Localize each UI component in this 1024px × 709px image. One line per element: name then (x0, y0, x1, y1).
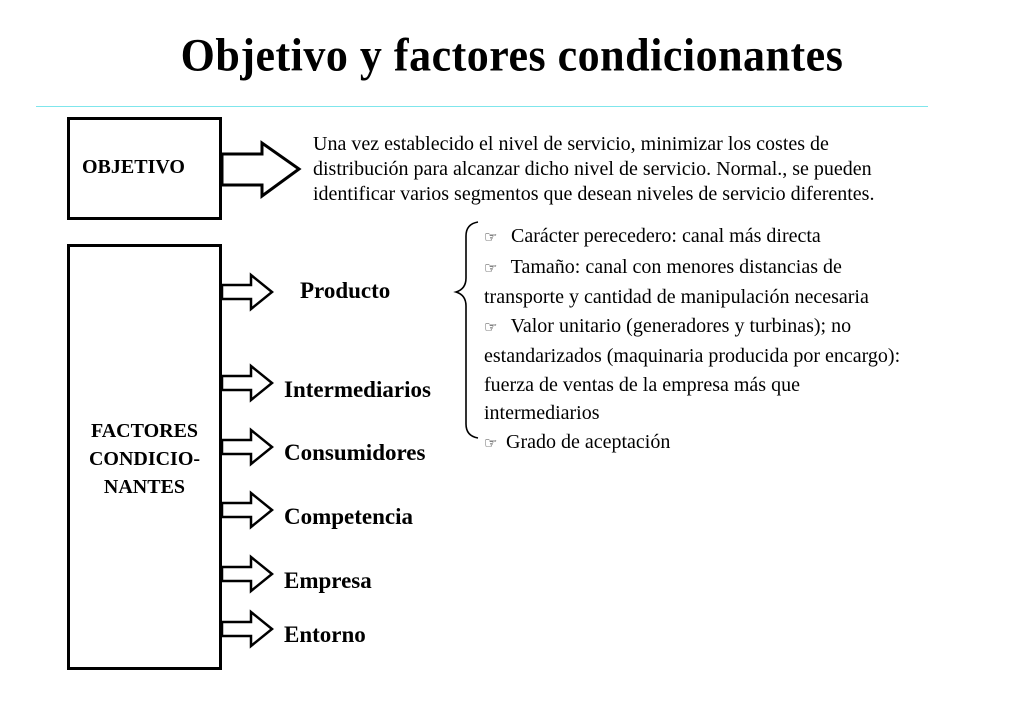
pointing-hand-icon: ☞ (484, 435, 498, 452)
detail-line (484, 371, 1014, 400)
detail-line (484, 253, 1014, 284)
slide-title: Objetivo y factores condicionantes (180, 29, 844, 82)
objetivo-label: OBJETIVO (82, 156, 185, 178)
curly-brace-icon (456, 222, 478, 438)
factores-label-line: CONDICIO- (88, 448, 201, 470)
objetivo-description (313, 132, 1013, 207)
detail-line (484, 283, 1014, 312)
detail-text: Tamaño: canal con menores distancias de (506, 255, 842, 278)
detail-text: estandarizados (maquinaria producida por encargo): (484, 345, 901, 367)
factor-empresa: Empresa (284, 568, 372, 593)
description-line: distribución para alcanzar dicho nivel de servicio. Normal., se pueden (313, 158, 872, 180)
detail-line (484, 428, 1014, 459)
detail-line (484, 399, 1014, 428)
arrow-entorno-icon (222, 612, 272, 646)
factores-label-line: FACTORES (90, 420, 199, 442)
arrow-intermediarios-icon (222, 366, 272, 400)
detail-line (484, 342, 1014, 371)
factor-intermediarios: Intermediarios (284, 377, 431, 402)
pointing-hand-icon: ☞ (484, 260, 498, 277)
arrow-empresa-icon (222, 557, 272, 591)
description-line: Una vez establecido el nivel de servicio, minimizar los costes de (313, 133, 829, 155)
arrow-consumidores-icon (222, 430, 272, 464)
detail-line (484, 312, 1014, 343)
factor-entorno: Entorno (284, 622, 366, 647)
factor-consumidores: Consumidores (284, 440, 426, 465)
pointing-hand-icon: ☞ (484, 230, 498, 246)
detail-text: intermediarios (484, 402, 600, 424)
arrow-competencia-icon (222, 493, 272, 527)
detail-text: transporte y cantidad de manipulación necesaria (484, 286, 869, 308)
detail-text: Carácter perecedero: canal más directa (506, 225, 821, 247)
detail-text: Grado de aceptación (506, 430, 671, 453)
pointing-hand-icon: ☞ (484, 319, 498, 336)
detail-text: fuerza de ventas de la empresa más que (484, 373, 800, 396)
factor-competencia: Competencia (284, 504, 414, 529)
arrow-producto-icon (222, 275, 272, 309)
detail-text: Valor unitario (generadores y turbinas); no (506, 314, 852, 337)
description-line: identificar varios segmentos que desean niveles de servicio diferentes. (313, 183, 875, 205)
factores-label-line: NANTES (103, 476, 186, 498)
factor-producto: Producto (300, 278, 391, 303)
producto-details (484, 222, 1014, 458)
detail-line (484, 222, 1014, 253)
objetivo-arrow-icon (222, 143, 299, 196)
